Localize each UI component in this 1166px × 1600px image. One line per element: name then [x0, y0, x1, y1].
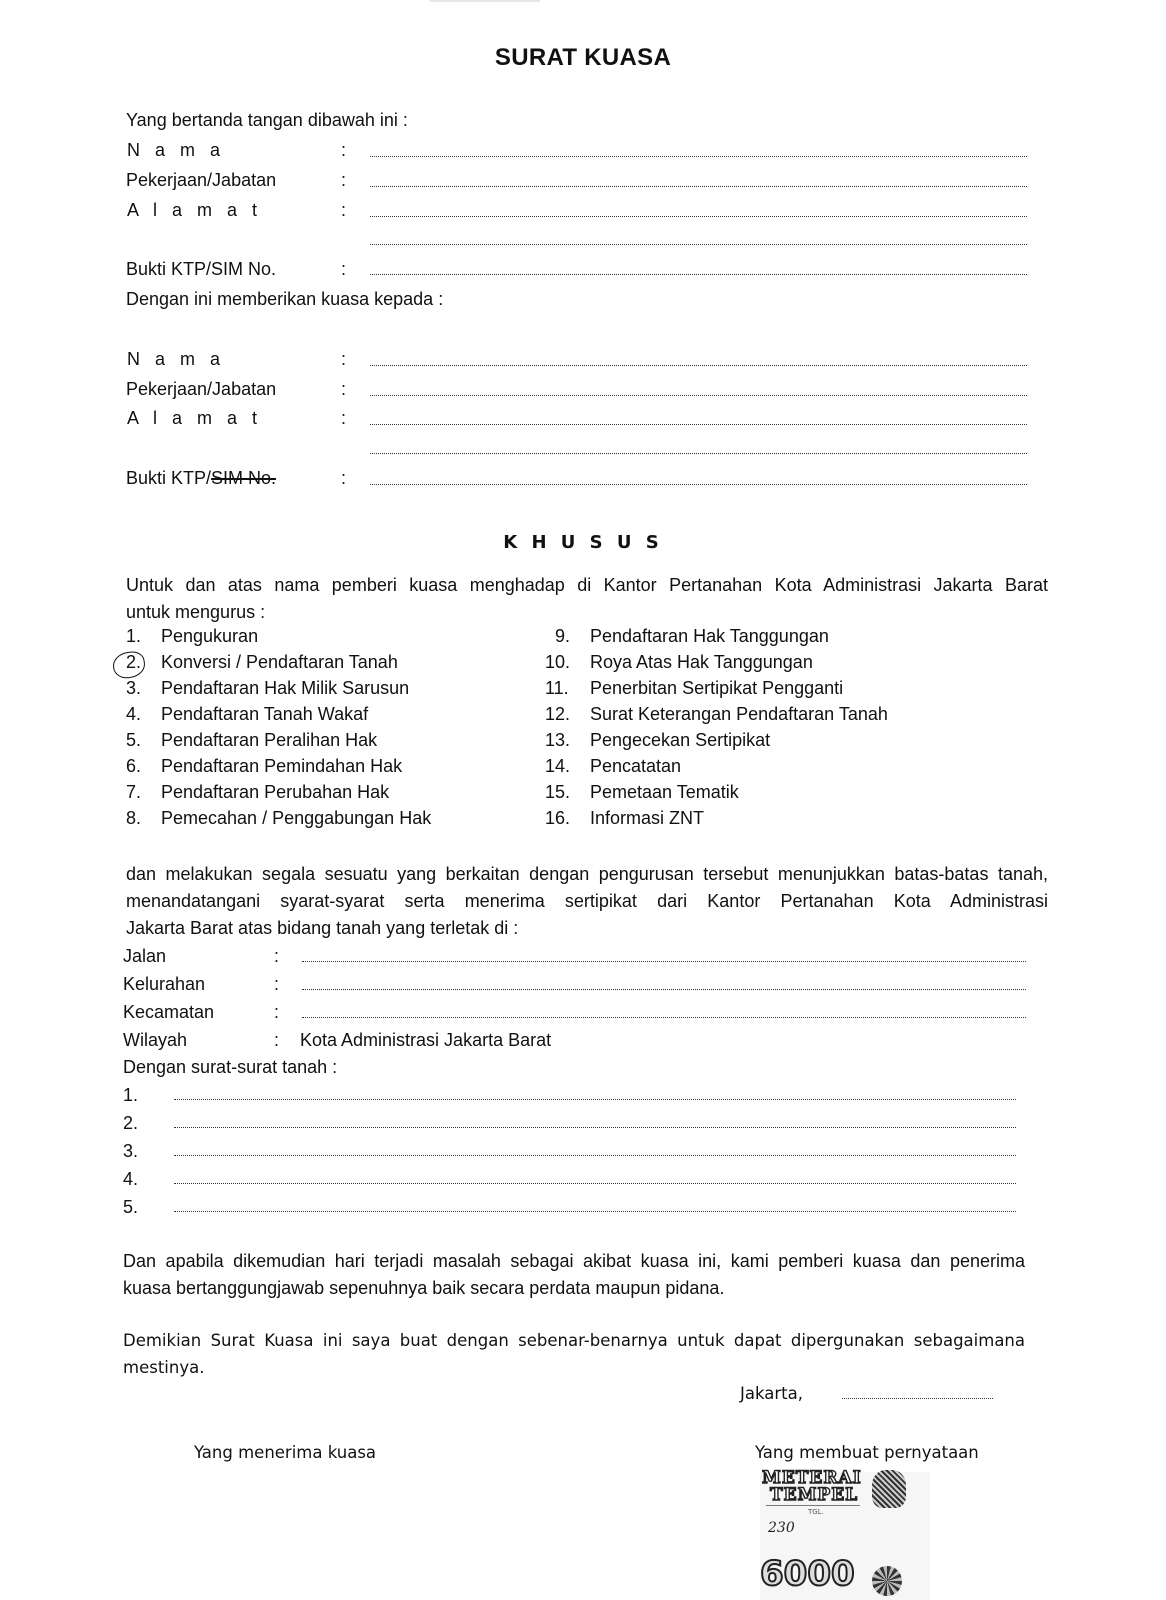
location-wilayah-label: Wilayah	[123, 1030, 188, 1050]
grantee-address-label: A l a m a t	[127, 408, 263, 428]
grantee-name-colon: :	[341, 349, 347, 369]
service-num: 1.	[126, 626, 142, 646]
scope-line-1: dan melakukan segala sesuatu yang berkaitan dengan pengurusan tersebut menunjukkan batas-batas	[126, 864, 989, 884]
date-field[interactable]	[842, 1397, 993, 1399]
service-item: Surat Keterangan Pendaftaran Tanah	[590, 704, 888, 724]
grantee-job-label: Pekerjaan/Jabatan	[126, 379, 277, 399]
grantee-id-label-prefix: Bukti KTP/	[126, 468, 212, 488]
closing-line-1: Demikian Surat Kuasa ini saya buat dengan sebenar-benarnya untuk dapat dipergunakan sebagaimana	[123, 1331, 1025, 1350]
stamp-value: 6000	[760, 1554, 855, 1594]
stamp-line-2: TEMPEL	[770, 1485, 859, 1505]
scope-line-2: tanah, menandatangani syarat-syarat serta menerima sertipikat dari Kantor Pertanahan Kota Administrasi	[126, 864, 1048, 911]
location-street-field[interactable]	[302, 960, 1026, 962]
grantee-job-colon: :	[341, 379, 347, 399]
service-item: Pendaftaran Tanah Wakaf	[161, 704, 369, 724]
signature-label-grantee: Yang menerima kuasa	[194, 1443, 377, 1462]
grantor-name-label: N a m a	[127, 140, 226, 160]
purpose-paragraph	[126, 572, 1048, 626]
stamp-handwritten-signature: 230	[768, 1520, 795, 1536]
documents-intro: Dengan surat-surat tanah :	[123, 1057, 338, 1077]
purpose-line-2: untuk mengurus :	[126, 602, 266, 622]
grantor-name-colon: :	[341, 140, 347, 160]
grantor-address-field-2[interactable]	[370, 243, 1027, 245]
stamp-underline	[766, 1505, 860, 1506]
grantor-name-field[interactable]	[370, 155, 1027, 157]
grantee-id-field[interactable]	[370, 483, 1027, 485]
service-num: 14.	[545, 756, 571, 776]
service-num: 12.	[545, 704, 571, 724]
service-item: Pendaftaran Hak Milik Sarusun	[161, 678, 410, 698]
purpose-line-1: Untuk dan atas nama pemberi kuasa menghadap di Kantor Pertanahan Kota Administrasi Jakarta Barat	[126, 575, 1048, 595]
document-num: 3.	[123, 1141, 139, 1161]
document-num: 5.	[123, 1197, 139, 1217]
service-num: 5.	[126, 730, 142, 750]
location-street-label: Jalan	[123, 946, 167, 966]
service-item: Pemecahan / Penggabungan Hak	[161, 808, 432, 828]
intro-text: Yang bertanda tangan dibawah ini :	[126, 110, 408, 130]
grantee-address-field-2[interactable]	[370, 452, 1027, 454]
stamp-date-label: TGL.	[808, 1508, 824, 1516]
document-num: 1.	[123, 1085, 139, 1105]
location-kelurahan-label: Kelurahan	[123, 974, 206, 994]
document-num: 4.	[123, 1169, 139, 1189]
scan-artifact	[430, 0, 540, 2]
section-title-khusus: K H U S U S	[503, 532, 663, 553]
service-num: 9.	[555, 626, 571, 646]
grantee-id-label	[126, 468, 276, 489]
service-num: 7.	[126, 782, 142, 802]
location-wilayah-colon: :	[274, 1030, 280, 1050]
service-item: Pendaftaran Pemindahan Hak	[161, 756, 403, 776]
closing-line-2: mestinya.	[123, 1358, 205, 1377]
garuda-emblem-icon	[872, 1470, 906, 1508]
service-num: 8.	[126, 808, 142, 828]
service-item: Pengecekan Sertipikat	[590, 730, 771, 750]
location-wilayah-value: Kota Administrasi Jakarta Barat	[300, 1030, 552, 1050]
document-num: 2.	[123, 1113, 139, 1133]
location-kecamatan-field[interactable]	[302, 1016, 1026, 1018]
service-num: 13.	[545, 730, 571, 750]
grantor-id-label: Bukti KTP/SIM No.	[126, 259, 277, 279]
grant-intro-text: Dengan ini memberikan kuasa kepada :	[126, 289, 444, 309]
service-num: 15.	[545, 782, 571, 802]
service-item: Informasi ZNT	[590, 808, 705, 828]
closing-paragraph	[123, 1327, 1025, 1381]
location-kecamatan-label: Kecamatan	[123, 1002, 215, 1022]
service-item: Roya Atas Hak Tanggungan	[590, 652, 813, 672]
service-num: 6.	[126, 756, 142, 776]
service-item: Pendaftaran Perubahan Hak	[161, 782, 390, 802]
grantee-address-field[interactable]	[370, 423, 1027, 425]
service-num: 10.	[545, 652, 571, 672]
place-label: Jakarta,	[740, 1384, 803, 1403]
location-kecamatan-colon: :	[274, 1002, 280, 1022]
grantee-name-label: N a m a	[127, 349, 226, 369]
grantee-name-field[interactable]	[370, 364, 1027, 366]
revenue-stamp	[760, 1468, 930, 1600]
grantor-job-field[interactable]	[370, 185, 1027, 187]
document-field[interactable]	[174, 1126, 1016, 1128]
service-item: Pencatatan	[590, 756, 682, 776]
stamp-line-1: METERAI	[762, 1468, 862, 1488]
service-num-selected: 2.	[126, 652, 142, 672]
stamp-seal-icon	[872, 1566, 902, 1596]
scope-line-3: Jakarta Barat atas bidang tanah yang terletak di :	[126, 918, 519, 938]
location-street-colon: :	[274, 946, 280, 966]
liability-paragraph	[123, 1248, 1025, 1302]
document-title: SURAT KUASA	[494, 44, 672, 71]
service-item: Pengukuran	[161, 626, 259, 646]
location-kelurahan-colon: :	[274, 974, 280, 994]
grantor-id-colon: :	[341, 259, 347, 279]
liability-line-2: kuasa bertanggungjawab sepenuhnya baik secara perdata maupun pidana.	[123, 1278, 725, 1298]
grantor-job-label: Pekerjaan/Jabatan	[126, 170, 277, 190]
grantee-address-colon: :	[341, 408, 347, 428]
service-num: 4.	[126, 704, 142, 724]
document-field[interactable]	[174, 1210, 1016, 1212]
scope-paragraph	[126, 861, 1048, 942]
service-item: Pendaftaran Peralihan Hak	[161, 730, 378, 750]
location-kelurahan-field[interactable]	[302, 988, 1026, 990]
grantee-job-field[interactable]	[370, 394, 1027, 396]
service-num: 11.	[545, 678, 569, 698]
document-field[interactable]	[174, 1182, 1016, 1184]
service-item-selected: Konversi / Pendaftaran Tanah	[161, 652, 398, 672]
document-field[interactable]	[174, 1154, 1016, 1156]
service-num: 3.	[126, 678, 142, 698]
grantee-id-colon: :	[341, 468, 347, 488]
service-item: Penerbitan Sertipikat Pengganti	[590, 678, 844, 698]
liability-line-1: Dan apabila dikemudian hari terjadi masalah sebagai akibat kuasa ini, kami pemberi kuasa dan penerima	[123, 1251, 1025, 1271]
signature-label-grantor: Yang membuat pernyataan	[755, 1443, 979, 1462]
service-item: Pendaftaran Hak Tanggungan	[590, 626, 829, 646]
grantor-address-colon: :	[341, 200, 347, 220]
document-field[interactable]	[174, 1098, 1016, 1100]
service-num: 16.	[545, 808, 571, 828]
grantor-address-field[interactable]	[370, 215, 1027, 217]
service-item: Pemetaan Tematik	[590, 782, 739, 802]
grantor-address-label: A l a m a t	[127, 200, 263, 220]
grantor-id-field[interactable]	[370, 273, 1027, 275]
grantor-job-colon: :	[341, 170, 347, 190]
grantee-id-label-struck: SIM No.	[211, 468, 277, 488]
